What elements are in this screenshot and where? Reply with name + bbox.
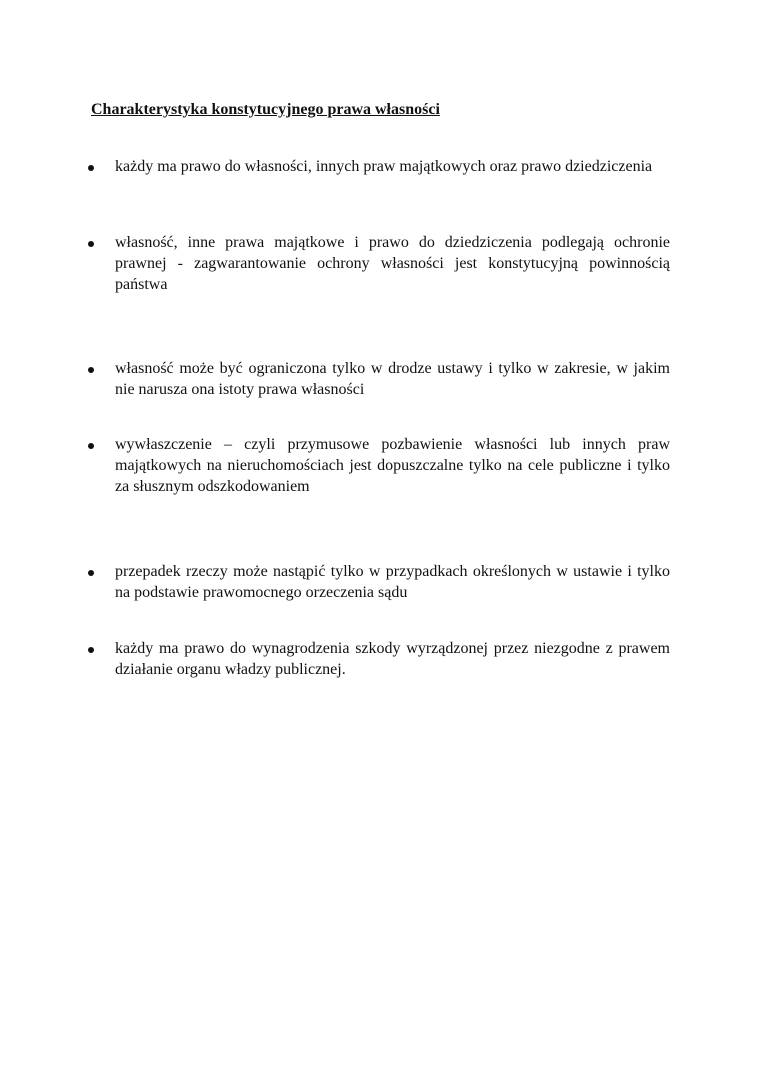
list-item-text: własność, inne prawa majątkowe i prawo do dziedziczenia podlegają ochronie prawnej - zagwarantowanie ochrony własności jest konstytucyjną powinnością państwa bbox=[115, 234, 670, 293]
bullet-icon bbox=[88, 647, 94, 653]
bullet-icon bbox=[88, 443, 94, 449]
list-item-text: każdy ma prawo do własności, innych praw majątkowych oraz prawo dziedziczenia bbox=[115, 158, 653, 175]
bullet-icon bbox=[88, 367, 94, 373]
bullet-icon bbox=[88, 570, 94, 576]
document-title: Charakterystyka konstytucyjnego prawa własności bbox=[91, 101, 440, 118]
bullet-icon bbox=[88, 165, 94, 171]
list-item-text: przepadek rzeczy może nastąpić tylko w przypadkach określonych w ustawie i tylko na podstawie prawomocnego orzeczenia sądu bbox=[115, 563, 670, 601]
list-item-text: każdy ma prawo do wynagrodzenia szkody wyrządzonej przez niezgodne z prawem działanie organu władzy publicznej. bbox=[115, 640, 670, 678]
list-item-text: własność może być ograniczona tylko w drodze ustawy i tylko w zakresie, w jakim nie narusza ona istoty prawa własności bbox=[115, 360, 670, 398]
list-item-text: wywłaszczenie – czyli przymusowe pozbawienie własności lub innych praw majątkowych na nieruchomościach jest dopuszczalne tylko na cele publiczne i tylko za słusznym odszkodowaniem bbox=[115, 436, 670, 495]
bullet-icon bbox=[88, 241, 94, 247]
